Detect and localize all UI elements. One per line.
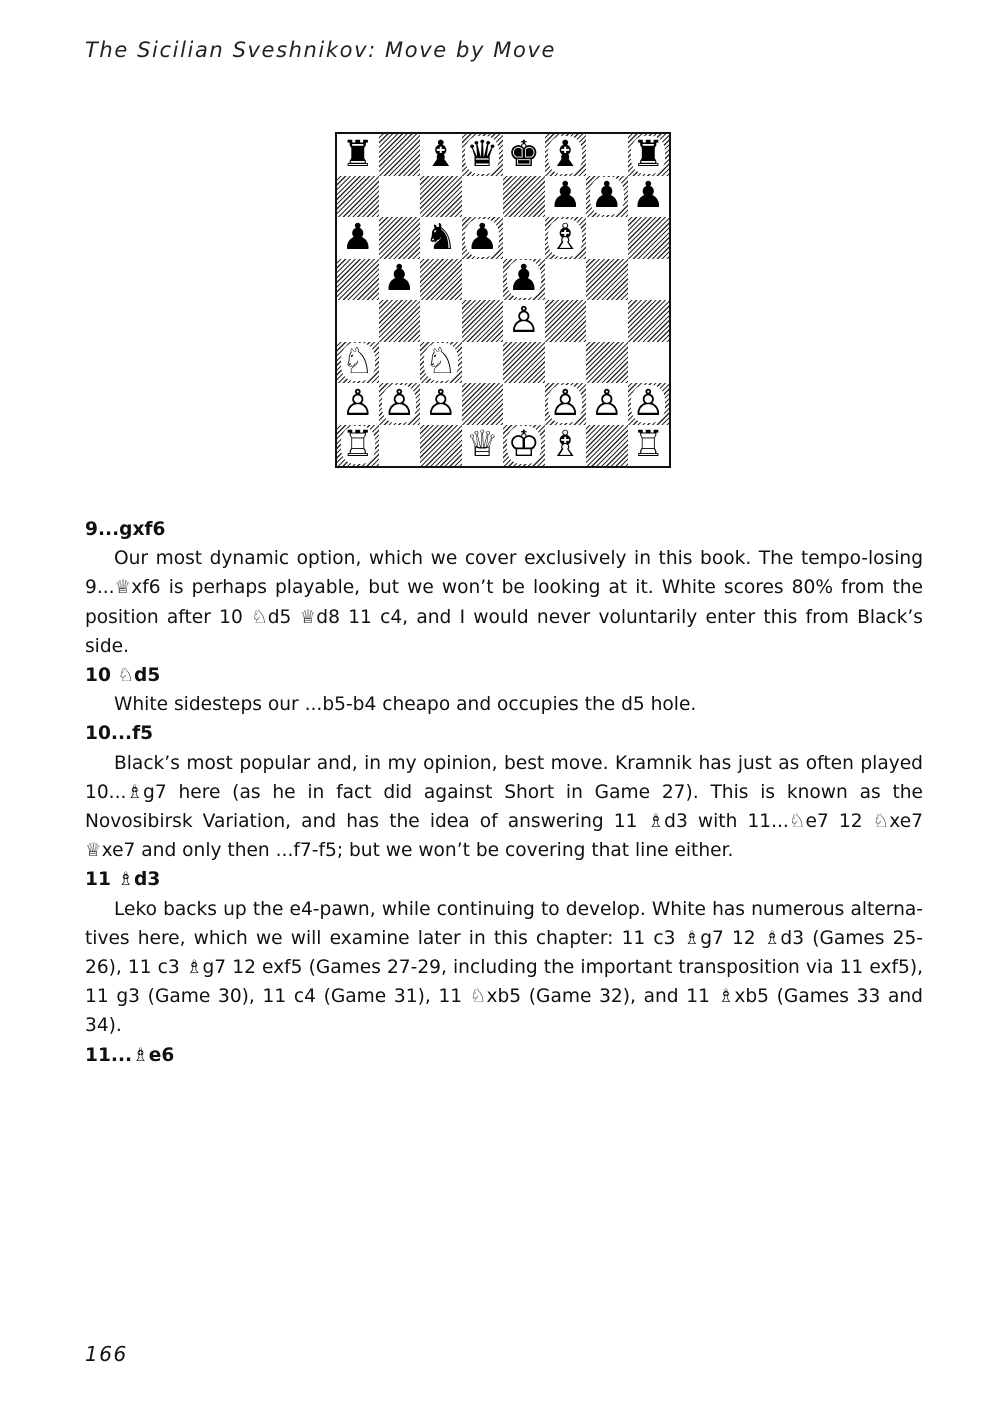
chess-piece-icon: ♚ xyxy=(507,133,540,175)
chess-piece-icon: ♜ xyxy=(632,133,665,175)
square-d2 xyxy=(462,383,504,425)
square-e3 xyxy=(503,342,545,384)
chess-piece-icon: ♕ xyxy=(466,424,499,466)
square-g1 xyxy=(586,425,628,467)
chess-piece-icon: ♙ xyxy=(424,382,457,424)
commentary-paragraph: Black’s most popular and, in my opinion, best move. Kramnik has just as often played 10...♗g7 here (as he in fact did against Short in Game 27). This is known as the Novosibirsk Variation, and has the idea of answering 11 ♗d3 with 11...♘e7 12 ♘xe7 ♕xe7 and only then ...f7-f5; but we won’t be covering that line either. xyxy=(85,752,923,862)
chess-piece-icon: ♙ xyxy=(590,382,623,424)
chess-piece-icon: ♝ xyxy=(424,133,457,175)
square-d3 xyxy=(462,342,504,384)
chess-piece-icon: ♙ xyxy=(507,299,540,341)
square-h8 xyxy=(628,134,670,176)
square-b2 xyxy=(379,383,421,425)
chess-piece-icon: ♝ xyxy=(549,133,582,175)
square-f4 xyxy=(545,300,587,342)
square-d6 xyxy=(462,217,504,259)
chess-piece-icon: ♟ xyxy=(383,258,416,300)
square-e2 xyxy=(503,383,545,425)
chess-piece-icon: ♙ xyxy=(632,382,665,424)
square-b3 xyxy=(379,342,421,384)
square-e6 xyxy=(503,217,545,259)
square-g2 xyxy=(586,383,628,425)
square-c8 xyxy=(420,134,462,176)
square-b5 xyxy=(379,259,421,301)
square-f6 xyxy=(545,217,587,259)
square-b7 xyxy=(379,176,421,218)
chess-piece-icon: ♖ xyxy=(341,424,374,466)
square-e1 xyxy=(503,425,545,467)
square-a1 xyxy=(337,425,379,467)
square-d4 xyxy=(462,300,504,342)
square-d1 xyxy=(462,425,504,467)
chess-piece-icon: ♟ xyxy=(549,175,582,217)
square-d7 xyxy=(462,176,504,218)
move-heading: 11 ♗d3 xyxy=(85,869,161,891)
chess-diagram xyxy=(335,132,671,468)
chess-piece-icon: ♟ xyxy=(466,216,499,258)
square-f8 xyxy=(545,134,587,176)
square-a6 xyxy=(337,217,379,259)
square-c3 xyxy=(420,342,462,384)
square-f7 xyxy=(545,176,587,218)
square-e8 xyxy=(503,134,545,176)
chess-piece-icon: ♘ xyxy=(424,341,457,383)
square-a8 xyxy=(337,134,379,176)
square-h5 xyxy=(628,259,670,301)
square-g4 xyxy=(586,300,628,342)
chess-piece-icon: ♙ xyxy=(549,382,582,424)
square-g7 xyxy=(586,176,628,218)
move-heading: 9...gxf6 xyxy=(85,519,166,540)
square-f2 xyxy=(545,383,587,425)
square-a5 xyxy=(337,259,379,301)
square-c2 xyxy=(420,383,462,425)
square-a7 xyxy=(337,176,379,218)
square-b6 xyxy=(379,217,421,259)
square-c1 xyxy=(420,425,462,467)
square-a2 xyxy=(337,383,379,425)
square-h6 xyxy=(628,217,670,259)
square-g3 xyxy=(586,342,628,384)
square-f1 xyxy=(545,425,587,467)
square-g5 xyxy=(586,259,628,301)
move-heading: 10 ♘d5 xyxy=(85,665,161,687)
square-h1 xyxy=(628,425,670,467)
square-f3 xyxy=(545,342,587,384)
square-f5 xyxy=(545,259,587,301)
chess-piece-icon: ♙ xyxy=(341,382,374,424)
chess-piece-icon: ♘ xyxy=(341,341,374,383)
page-number: 166 xyxy=(85,1342,128,1366)
chess-piece-icon: ♞ xyxy=(424,216,457,258)
chess-piece-icon: ♟ xyxy=(341,216,374,258)
square-e5 xyxy=(503,259,545,301)
square-g8 xyxy=(586,134,628,176)
chess-piece-icon: ♗ xyxy=(549,216,582,258)
square-b1 xyxy=(379,425,421,467)
commentary-paragraph: White sidesteps our ...b5-b4 cheapo and occupies the d5 hole. xyxy=(114,694,697,716)
chess-piece-icon: ♟ xyxy=(632,175,665,217)
chess-piece-icon: ♟ xyxy=(507,258,540,300)
commentary-paragraph: Our most dynamic option, which we cover exclusively in this book. The tempo-losing 9...♕xf6 is perhaps playable, but we won’t be looking at it. White scores 80% from the position after 10 ♘d5 ♕d8 11 c4, and I would never voluntarily enter this from Black’s side. xyxy=(85,548,923,657)
square-b8 xyxy=(379,134,421,176)
square-b4 xyxy=(379,300,421,342)
square-d5 xyxy=(462,259,504,301)
square-h3 xyxy=(628,342,670,384)
square-c6 xyxy=(420,217,462,259)
running-head: The Sicilian Sveshnikov: Move by Move xyxy=(85,38,556,62)
square-e4 xyxy=(503,300,545,342)
chess-piece-icon: ♙ xyxy=(383,382,416,424)
square-a4 xyxy=(337,300,379,342)
square-h7 xyxy=(628,176,670,218)
chess-piece-icon: ♖ xyxy=(632,424,665,466)
chess-piece-icon: ♜ xyxy=(341,133,374,175)
square-g6 xyxy=(586,217,628,259)
square-c4 xyxy=(420,300,462,342)
main-text xyxy=(85,515,923,1070)
commentary-paragraph: Leko backs up the e4-pawn, while continuing to develop. White has numerous alternatives here, which we will examine later in this chapter: 11 c3 ♗g7 12 ♗d3 (Games 25-26), 11 c3 ♗g7 12 exf5 (Games 27-29, including the important transposition via 11 exf5), 11 g3 (Game 30), 11 c4 (Game 31), 11 ♘xb5 (Game 32), and 11 ♗xb5 (Games 33 and 34). xyxy=(85,898,923,1037)
move-heading: 10...f5 xyxy=(85,723,154,745)
square-c7 xyxy=(420,176,462,218)
square-h4 xyxy=(628,300,670,342)
square-e7 xyxy=(503,176,545,218)
move-heading: 11...♗e6 xyxy=(85,1044,175,1066)
chess-piece-icon: ♛ xyxy=(466,133,499,175)
square-h2 xyxy=(628,383,670,425)
chess-piece-icon: ♗ xyxy=(549,424,582,466)
square-a3 xyxy=(337,342,379,384)
chess-piece-icon: ♟ xyxy=(590,175,623,217)
chess-piece-icon: ♔ xyxy=(507,424,540,466)
square-c5 xyxy=(420,259,462,301)
square-d8 xyxy=(462,134,504,176)
